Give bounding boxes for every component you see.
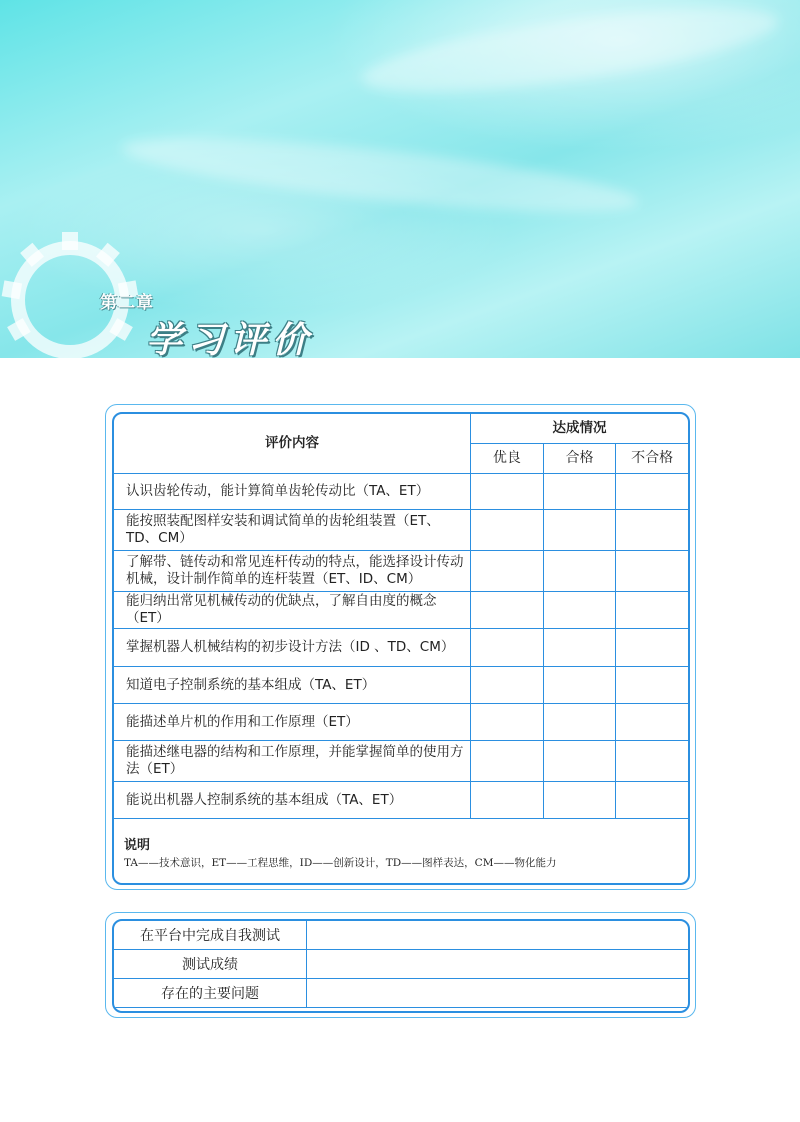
item-text: 了解带、链传动和常见连杆传动的特点，能选择设计传动机械，设计制作简单的连杆装置（ET、ID、CM） — [114, 551, 471, 592]
check-cell[interactable] — [616, 474, 689, 510]
level-pass: 合格 — [543, 444, 616, 474]
table-row — [114, 510, 689, 551]
check-cell[interactable] — [616, 592, 689, 629]
page-title: 学习评价 — [146, 320, 315, 361]
table-row — [114, 704, 689, 741]
check-cell[interactable] — [543, 629, 616, 667]
check-cell[interactable] — [616, 551, 689, 592]
check-cell[interactable] — [616, 667, 689, 704]
table-row — [114, 979, 689, 1008]
item-text: 能描述继电器的结构和工作原理，并能掌握简单的使用方法（ET） — [114, 741, 471, 782]
level-fail: 不合格 — [616, 444, 689, 474]
score-label: 测试成绩 — [114, 950, 307, 979]
check-cell[interactable] — [471, 667, 544, 704]
self-test-panel — [112, 919, 690, 1013]
table-row — [114, 950, 689, 979]
check-cell[interactable] — [471, 704, 544, 741]
content-header: 评价内容 — [114, 414, 471, 474]
score-input[interactable] — [307, 950, 689, 979]
check-cell[interactable] — [471, 592, 544, 629]
table-row — [114, 551, 689, 592]
check-cell[interactable] — [471, 474, 544, 510]
check-cell[interactable] — [616, 510, 689, 551]
check-cell[interactable] — [543, 592, 616, 629]
item-text: 能归纳出常见机械传动的优缺点，了解自由度的概念（ET） — [114, 592, 471, 629]
item-text: 认识齿轮传动，能计算简单齿轮传动比（TA、ET） — [114, 474, 471, 510]
check-cell[interactable] — [616, 782, 689, 819]
check-cell[interactable] — [471, 551, 544, 592]
check-cell[interactable] — [616, 741, 689, 782]
item-text: 能按照装配图样安装和调试简单的齿轮组装置（ET、TD、CM） — [114, 510, 471, 551]
check-cell[interactable] — [471, 629, 544, 667]
self-test-input[interactable] — [307, 921, 689, 950]
check-cell[interactable] — [543, 704, 616, 741]
legend-note — [124, 834, 556, 870]
table-row — [114, 782, 689, 819]
check-cell[interactable] — [471, 782, 544, 819]
evaluation-panel — [112, 412, 690, 885]
table-row — [114, 741, 689, 782]
self-test-label: 在平台中完成自我测试 — [114, 921, 307, 950]
problems-input[interactable] — [307, 979, 689, 1008]
result-header: 达成情况 — [471, 414, 689, 444]
note-body: TA——技术意识，ET——工程思维，ID——创新设计，TD——图样表达，CM——物化能力 — [124, 857, 557, 869]
check-cell[interactable] — [543, 782, 616, 819]
check-cell[interactable] — [616, 704, 689, 741]
table-row — [114, 474, 689, 510]
item-text: 知道电子控制系统的基本组成（TA、ET） — [114, 667, 471, 704]
check-cell[interactable] — [543, 551, 616, 592]
chapter-banner — [0, 0, 800, 361]
check-cell[interactable] — [616, 629, 689, 667]
self-test-table — [113, 920, 689, 1008]
check-cell[interactable] — [471, 741, 544, 782]
banner-highlight — [358, 0, 782, 109]
check-cell[interactable] — [543, 667, 616, 704]
level-excellent: 优良 — [471, 444, 544, 474]
banner-highlight — [119, 123, 641, 227]
table-row — [114, 921, 689, 950]
note-title: 说明 — [124, 838, 151, 853]
check-cell[interactable] — [471, 510, 544, 551]
item-text: 掌握机器人机械结构的初步设计方法（ID 、TD、CM） — [114, 629, 471, 667]
check-cell[interactable] — [543, 741, 616, 782]
evaluation-table — [113, 413, 689, 819]
chapter-label: 第二章 — [100, 293, 154, 313]
check-cell[interactable] — [543, 510, 616, 551]
table-row — [114, 629, 689, 667]
check-cell[interactable] — [543, 474, 616, 510]
problems-label: 存在的主要问题 — [114, 979, 307, 1008]
item-text: 能描述单片机的作用和工作原理（ET） — [114, 704, 471, 741]
table-row — [114, 667, 689, 704]
item-text: 能说出机器人控制系统的基本组成（TA、ET） — [114, 782, 471, 819]
gear-icon — [0, 200, 170, 360]
table-row — [114, 592, 689, 629]
